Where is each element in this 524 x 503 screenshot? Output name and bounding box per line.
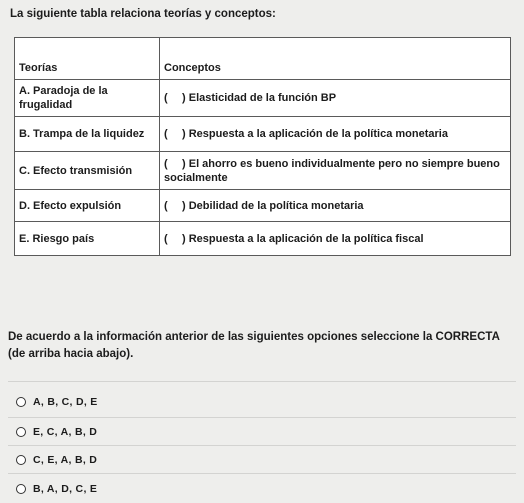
theory-cell: A. Paradoja de la frugalidad xyxy=(15,80,160,117)
close-paren: ) xyxy=(182,92,186,104)
open-paren: ( xyxy=(164,92,168,104)
close-paren: ) xyxy=(182,232,186,245)
concept-cell xyxy=(160,190,511,222)
theory-cell: E. Riesgo país xyxy=(15,222,160,256)
table-row xyxy=(15,222,511,256)
table-row xyxy=(15,190,511,222)
divider xyxy=(8,417,516,418)
theory-cell: D. Efecto expulsión xyxy=(15,190,160,222)
radio-button[interactable] xyxy=(16,484,26,494)
table-row xyxy=(15,152,511,190)
open-paren: ( xyxy=(164,232,168,245)
open-paren: ( xyxy=(164,199,168,212)
option-3[interactable] xyxy=(16,451,97,469)
close-paren: ) xyxy=(182,128,186,140)
concept-cell xyxy=(160,80,511,117)
table-row xyxy=(15,80,511,117)
open-paren: ( xyxy=(164,157,168,170)
concept-cell xyxy=(160,152,511,190)
divider xyxy=(8,381,516,382)
radio-button[interactable] xyxy=(16,397,26,407)
header-theories: Teorías xyxy=(15,38,160,80)
concept-text: Respuesta a la aplicación de la política monetaria xyxy=(188,128,448,140)
intro-text: La siguiente tabla relaciona teorías y conceptos: xyxy=(10,8,276,20)
open-paren: ( xyxy=(164,128,168,140)
theory-cell: B. Trampa de la liquidez xyxy=(15,117,160,152)
close-paren: ) xyxy=(182,157,186,170)
theory-cell: C. Efecto transmisión xyxy=(15,152,160,190)
concept-text: El ahorro es bueno individualmente pero no siempre bueno socialmente xyxy=(164,157,500,184)
option-4[interactable] xyxy=(16,480,97,498)
concept-text: Debilidad de la política monetaria xyxy=(188,199,364,212)
option-label: A, B, C, D, E xyxy=(33,396,98,408)
divider xyxy=(8,445,516,446)
option-label: E, C, A, B, D xyxy=(33,426,98,438)
radio-button[interactable] xyxy=(16,427,26,437)
option-1[interactable] xyxy=(16,393,98,411)
option-label: B, A, D, C, E xyxy=(33,483,98,495)
theories-concepts-table xyxy=(14,37,511,256)
close-paren: ) xyxy=(182,199,186,212)
table-header-row xyxy=(15,38,511,80)
divider xyxy=(8,473,516,474)
concept-text: Elasticidad de la función BP xyxy=(188,92,337,104)
radio-button[interactable] xyxy=(16,455,26,465)
concept-text: Respuesta a la aplicación de la política fiscal xyxy=(188,232,424,245)
concept-cell xyxy=(160,222,511,256)
question-text: De acuerdo a la información anterior de las siguientes opciones seleccione la CORRECTA (de arriba hacia abajo). xyxy=(8,331,500,360)
header-concepts: Conceptos xyxy=(160,38,511,80)
option-label: C, E, A, B, D xyxy=(33,454,98,466)
concept-cell xyxy=(160,117,511,152)
option-2[interactable] xyxy=(16,423,97,441)
table-row xyxy=(15,117,511,152)
